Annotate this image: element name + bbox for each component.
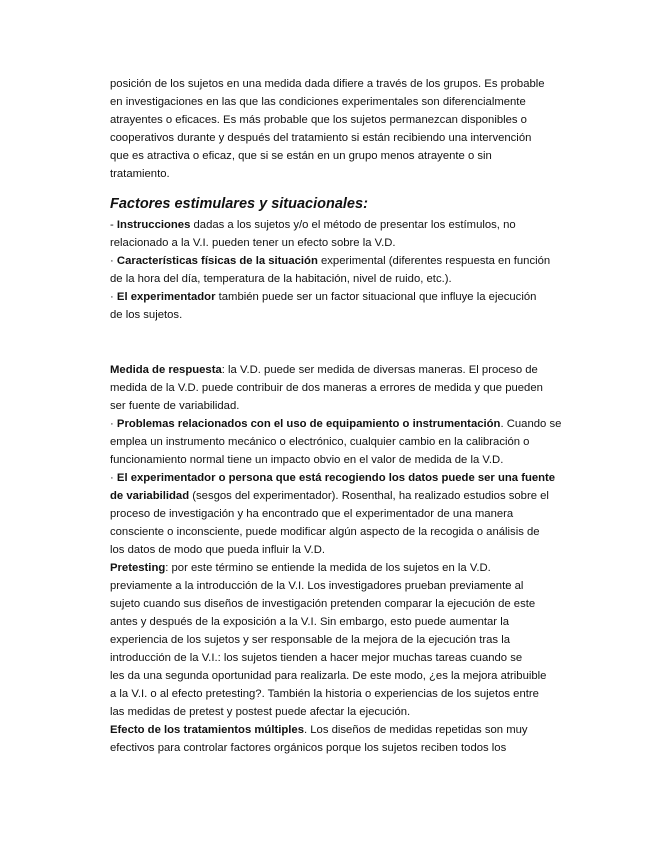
term: Características físicas de la situación [116, 255, 318, 267]
list-item [110, 415, 562, 433]
page-content [110, 75, 562, 757]
text-line: ser fuente de variabilidad. [110, 400, 240, 412]
bullet: · [110, 255, 117, 267]
text: : la V.D. puede ser medida de diversas maneras. El proceso de [221, 364, 538, 376]
text-line: en investigaciones en las que las condiciones experimentales son diferencialmente [110, 96, 526, 108]
paragraph-first-line [110, 559, 562, 577]
term: Medida de respuesta [110, 364, 222, 376]
text-line: sujeto cuando sus diseños de investigación pretenden comparar la ejecución de este [110, 598, 536, 610]
text-line: que es atractiva o eficaz, que si se están en un grupo menos atrayente o sin [110, 150, 492, 162]
text: dadas a los sujetos y/o el método de presentar los estímulos, no [190, 219, 516, 231]
bullet: · [110, 291, 117, 303]
term: Problemas relacionados con el uso de equipamiento o instrumentación [116, 418, 501, 430]
multiples-paragraph [110, 721, 562, 757]
term: Instrucciones [116, 219, 191, 231]
pretesting-paragraph [110, 559, 562, 721]
list-item [110, 216, 562, 234]
list-item [110, 252, 562, 270]
text-line [110, 487, 562, 505]
medida-paragraph [110, 361, 562, 415]
text-line: a la V.I. o al efecto pretesting?. También la historia o experiencias de los sujetos entre [110, 688, 539, 700]
text-line: efectivos para controlar factores orgánicos porque los sujetos reciben todos los [110, 742, 507, 754]
paragraph-first-line [110, 721, 562, 739]
term: Efecto de los tratamientos múltiples [110, 724, 304, 736]
text-line: proceso de investigación y ha encontrado que el experimentador de una manera [110, 508, 514, 520]
text-line: atrayentes o eficaces. Es más probable que los sujetos permanezcan disponibles o [110, 114, 527, 126]
term: Pretesting [110, 562, 166, 574]
text-line: les da una segunda oportunidad para realizarla. De este modo, ¿es la mejora atribuible [110, 670, 547, 682]
list-item [110, 469, 562, 487]
text-line: posición de los sujetos en una medida dada difiere a través de los grupos. Es probable [110, 78, 545, 90]
bullet: · [110, 418, 117, 430]
text-line: emplea un instrumento mecánico o electrónico, cualquier cambio en la calibración o [110, 436, 530, 448]
text: experimental (diferentes respuesta en función [317, 255, 551, 267]
text-line: cooperativos durante y después del tratamiento si están recibiendo una intervención [110, 132, 532, 144]
bullet: - [110, 219, 117, 231]
list-item [110, 288, 562, 306]
text-line: los datos de modo que pueda influir la V.D. [110, 544, 325, 556]
text-line: medida de la V.D. puede contribuir de dos maneras a errores de medida y que pueden [110, 382, 543, 394]
estimulares-list [110, 216, 562, 324]
section-heading-factores: Factores estimulares y situacionales: [110, 196, 368, 212]
text: (sesgos del experimentador). Rosenthal, ha realizado estudios sobre el [189, 490, 549, 502]
term: de variabilidad [110, 490, 190, 502]
term: El experimentador o persona que está recogiendo los datos puede ser una fuente [116, 472, 556, 484]
text: . Los diseños de medidas repetidas son muy [303, 724, 528, 736]
text-line: tratamiento. [110, 168, 170, 180]
text-line: introducción de la V.I.: los sujetos tienden a hacer mejor muchas tareas cuando se [110, 652, 523, 664]
text-line: funcionamiento normal tiene un impacto obvio en el valor de medida de la V.D. [110, 454, 504, 466]
paragraph-first-line [110, 361, 562, 379]
term: El experimentador [116, 291, 216, 303]
bullet: · [110, 472, 117, 484]
text: . Cuando se [500, 418, 562, 430]
text: también puede ser un factor situacional que influye la ejecución [215, 291, 537, 303]
text-line: las medidas de pretest y postest puede afectar la ejecución. [110, 706, 411, 718]
text-line: de la hora del día, temperatura de la habitación, nivel de ruido, etc.). [110, 273, 452, 285]
intro-paragraph [110, 75, 562, 183]
text-line: consciente o inconsciente, puede modificar algún aspecto de la recogida o análisis de [110, 526, 540, 538]
text-line: experiencia de los sujetos y ser responsable de la mejora de la ejecución tras la [110, 634, 511, 646]
text-line: relacionado a la V.I. pueden tener un efecto sobre la V.D. [110, 237, 396, 249]
text: : por este término se entiende la medida de los sujetos en la V.D. [165, 562, 491, 574]
problemas-paragraph [110, 415, 562, 469]
text-line: previamente a la introducción de la V.I. Los investigadores prueban previamente al [110, 580, 524, 592]
text-line: antes y después de la exposición a la V.I. Sin embargo, esto puede aumentar la [110, 616, 509, 628]
experimentador-paragraph [110, 469, 562, 559]
text-line: de los sujetos. [110, 309, 183, 321]
